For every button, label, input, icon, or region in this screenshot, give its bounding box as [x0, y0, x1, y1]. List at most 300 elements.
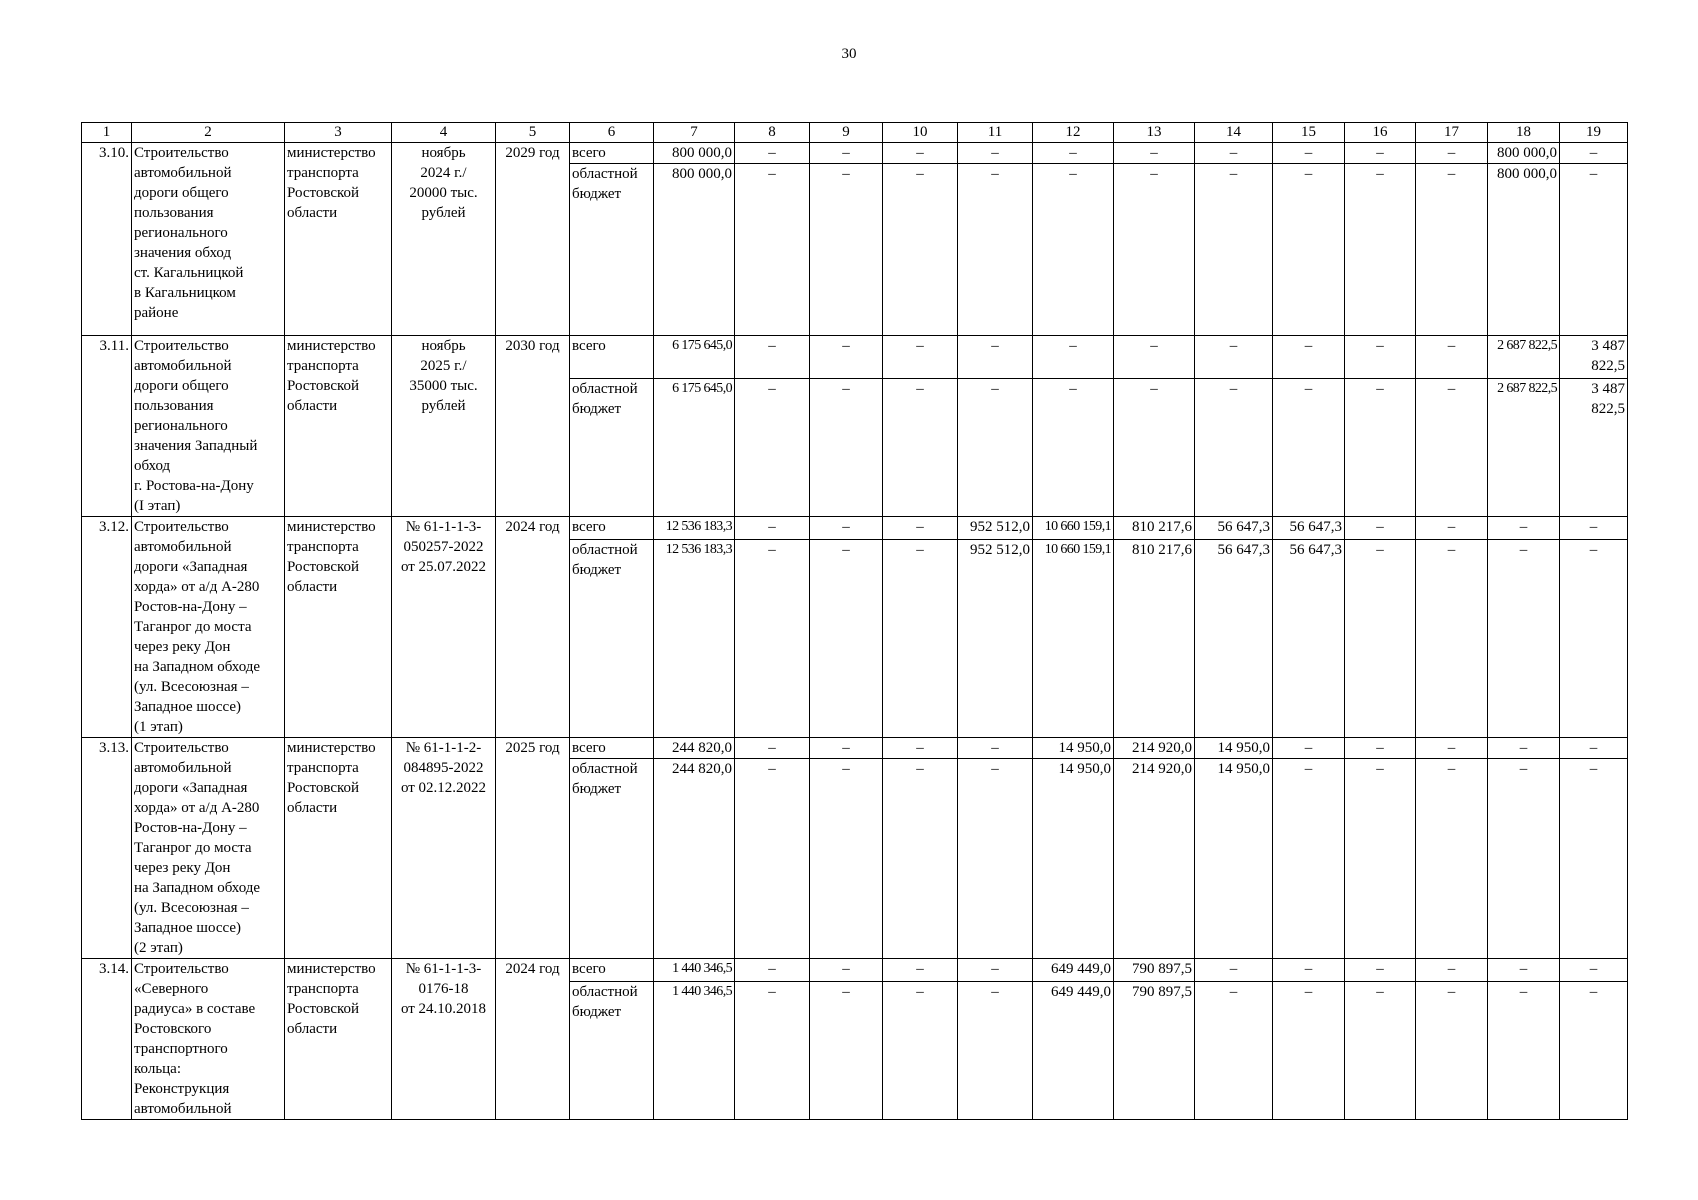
value-cell-text: – — [1304, 983, 1313, 1000]
row-id — [82, 959, 132, 1120]
value-cell-text: – — [1519, 541, 1528, 558]
value-cell-text: – — [768, 145, 776, 161]
value-cell-text: – — [1447, 761, 1456, 777]
value-cell — [654, 981, 735, 1119]
value-cell — [735, 959, 810, 982]
document-text: ноябрь 2024 г./ 20000 тыс. рублей — [409, 145, 478, 221]
value-cell — [883, 517, 958, 540]
value-cell — [1273, 143, 1345, 164]
value-cell — [1488, 517, 1560, 540]
value-cell — [1033, 981, 1114, 1119]
value-cell — [654, 336, 735, 379]
value-cell-text: – — [1447, 740, 1456, 756]
funding-budget-label — [570, 164, 654, 336]
value-cell — [1416, 959, 1488, 982]
funding-budget-label — [570, 379, 654, 517]
value-cell — [1488, 759, 1560, 959]
value-cell-text: – — [768, 740, 776, 756]
value-cell — [735, 336, 810, 379]
value-cell-text: – — [1447, 983, 1456, 1000]
funding-total-label-text: всего — [572, 145, 606, 161]
value-cell-text: 56 647,3 — [1217, 541, 1270, 558]
table-row-total — [82, 738, 1628, 759]
value-cell — [1345, 517, 1416, 540]
funding-budget-label-text: областной бюджет — [572, 761, 638, 797]
value-cell — [1033, 759, 1114, 959]
value-cell — [1560, 164, 1628, 336]
header-cell: 9 — [810, 123, 883, 143]
value-cell-text: – — [1376, 381, 1384, 398]
value-cell-text: 1 440 346,5 — [672, 983, 732, 999]
header-cell: 8 — [735, 123, 810, 143]
value-cell-text: – — [1447, 145, 1456, 161]
value-cell — [1195, 738, 1273, 759]
header-cell: 2 — [132, 123, 285, 143]
value-cell — [1560, 981, 1628, 1119]
value-cell-text: 10 660 159,1 — [1044, 541, 1111, 557]
executor-text: министерство транспорта Ростовской области — [287, 519, 376, 595]
value-cell — [883, 164, 958, 336]
row-id-text: 3.11. — [99, 338, 129, 354]
header-row — [82, 123, 1628, 143]
value-cell — [1195, 336, 1273, 379]
value-cell — [958, 517, 1033, 540]
project-name — [132, 738, 285, 959]
header-cell: 5 — [496, 123, 570, 143]
header-cell: 11 — [958, 123, 1033, 143]
value-cell — [1488, 738, 1560, 759]
executor — [285, 336, 392, 517]
funding-total-label — [570, 738, 654, 759]
value-cell-text: 790 897,5 — [1132, 983, 1192, 1000]
value-cell-text: – — [1519, 961, 1528, 977]
value-cell-text: – — [916, 761, 924, 777]
value-cell-text: – — [1376, 166, 1384, 182]
value-cell-text: 952 512,0 — [970, 541, 1030, 558]
value-cell — [735, 143, 810, 164]
value-cell-text: – — [916, 338, 924, 354]
value-cell — [1345, 539, 1416, 737]
funding-budget-label — [570, 539, 654, 737]
value-cell — [1416, 981, 1488, 1119]
executor-text: министерство транспорта Ростовской области — [287, 145, 376, 221]
value-cell-text: – — [842, 761, 850, 777]
value-cell — [1195, 981, 1273, 1119]
executor-text: министерство транспорта Ростовской области — [287, 740, 376, 816]
value-cell — [810, 959, 883, 982]
year — [496, 959, 570, 1120]
funding-total-label-text: всего — [572, 961, 606, 977]
value-cell-text: – — [1229, 166, 1238, 182]
value-cell-text: – — [1589, 961, 1598, 977]
value-cell-text: 810 217,6 — [1132, 541, 1192, 558]
value-cell-text: 10 660 159,1 — [1044, 519, 1111, 534]
value-cell — [1345, 143, 1416, 164]
value-cell — [654, 959, 735, 982]
value-cell — [1488, 379, 1560, 517]
value-cell-text: 800 000,0 — [1497, 166, 1557, 182]
header-cell: 12 — [1033, 123, 1114, 143]
value-cell — [810, 539, 883, 737]
executor — [285, 143, 392, 336]
row-id-text: 3.12. — [99, 519, 129, 535]
value-cell — [1345, 959, 1416, 982]
value-cell-text: – — [1376, 983, 1384, 1000]
funding-budget-label-text: областной бюджет — [572, 381, 638, 418]
value-cell — [1560, 336, 1628, 379]
value-cell — [1488, 336, 1560, 379]
value-cell — [1345, 336, 1416, 379]
value-cell — [1273, 379, 1345, 517]
value-cell — [958, 959, 1033, 982]
document-text: № 61-1-1-3- 0176-18 от 24.10.2018 — [400, 961, 487, 1017]
value-cell-text: 2 687 822,5 — [1497, 338, 1557, 353]
value-cell — [810, 336, 883, 379]
value-cell-text: – — [1229, 145, 1238, 161]
value-cell-text: – — [1589, 541, 1598, 558]
value-cell-text: – — [1229, 338, 1238, 354]
document-text: ноябрь 2025 г./ 35000 тыс. рублей — [409, 338, 478, 414]
header-cell: 4 — [392, 123, 496, 143]
executor — [285, 738, 392, 959]
value-cell-text: – — [1447, 381, 1456, 398]
value-cell — [1416, 336, 1488, 379]
header-cell: 3 — [285, 123, 392, 143]
value-cell — [1560, 143, 1628, 164]
document — [392, 959, 496, 1120]
value-cell-text: 810 217,6 — [1132, 519, 1192, 535]
document-text: № 61-1-1-3- 050257-2022 от 25.07.2022 — [400, 519, 487, 575]
value-cell — [735, 164, 810, 336]
value-cell — [1488, 959, 1560, 982]
value-cell-text: – — [1069, 381, 1077, 398]
year-text: 2024 год — [505, 961, 560, 977]
funding-total-label — [570, 517, 654, 540]
value-cell — [1488, 164, 1560, 336]
value-cell-text: 952 512,0 — [970, 519, 1030, 535]
value-cell-text: – — [1304, 381, 1313, 398]
value-cell — [958, 336, 1033, 379]
value-cell-text: – — [1229, 983, 1238, 1000]
value-cell-text: – — [1447, 519, 1456, 535]
value-cell-text: – — [1069, 166, 1077, 182]
project-name — [132, 336, 285, 517]
value-cell — [883, 379, 958, 517]
funding-total-label-text: всего — [572, 338, 606, 354]
project-name — [132, 143, 285, 336]
value-cell-text: – — [1589, 519, 1598, 535]
value-cell-text: – — [768, 541, 776, 558]
value-cell-text: – — [991, 166, 999, 182]
project-name-text: Строительство автомобильной дороги «Западная хорда» от а/д А-280 Ростов-на-Дону – Таганрог до моста через реку Дон на Западном обходе (ул. Всесоюзная – Западное шоссе) (2 этап) — [134, 740, 261, 956]
value-cell — [883, 539, 958, 737]
value-cell-text: – — [1519, 761, 1528, 777]
value-cell-text: – — [842, 166, 850, 182]
value-cell — [654, 164, 735, 336]
row-id-text: 3.14. — [99, 961, 129, 977]
value-cell-text: – — [916, 166, 924, 182]
value-cell — [1114, 336, 1195, 379]
header-cell: 14 — [1195, 123, 1273, 143]
funding-total-label — [570, 143, 654, 164]
value-cell — [1273, 164, 1345, 336]
value-cell-text: 6 175 645,0 — [672, 338, 732, 353]
value-cell-text: – — [916, 541, 924, 558]
value-cell — [654, 539, 735, 737]
value-cell-text: – — [991, 961, 999, 977]
value-cell-text: – — [1376, 338, 1384, 354]
value-cell-text: – — [991, 740, 999, 756]
value-cell-text: – — [1447, 541, 1456, 558]
value-cell — [1273, 738, 1345, 759]
value-cell-text: 2 687 822,5 — [1497, 381, 1557, 397]
document-text: № 61-1-1-2- 084895-2022 от 02.12.2022 — [400, 740, 487, 796]
value-cell-text: – — [768, 961, 776, 977]
value-cell-text: – — [916, 961, 924, 977]
value-cell — [654, 759, 735, 959]
value-cell — [1416, 738, 1488, 759]
project-name — [132, 517, 285, 738]
value-cell — [1114, 143, 1195, 164]
value-cell — [883, 336, 958, 379]
value-cell-text: – — [1447, 166, 1456, 182]
value-cell — [1345, 164, 1416, 336]
value-cell-text: – — [842, 519, 850, 535]
value-cell — [883, 981, 958, 1119]
value-cell — [1560, 379, 1628, 517]
value-cell — [1345, 981, 1416, 1119]
value-cell — [1273, 517, 1345, 540]
value-cell — [1416, 164, 1488, 336]
document — [392, 336, 496, 517]
value-cell-text: – — [1589, 740, 1598, 756]
value-cell-text: 649 449,0 — [1051, 961, 1111, 977]
value-cell-text: – — [768, 338, 776, 354]
value-cell — [883, 738, 958, 759]
executor — [285, 959, 392, 1120]
value-cell-text: 244 820,0 — [672, 761, 732, 777]
value-cell-text: – — [1304, 166, 1313, 182]
value-cell — [958, 539, 1033, 737]
funding-budget-label-text: областной бюджет — [572, 166, 638, 202]
value-cell — [1345, 759, 1416, 959]
value-cell-text: 3 487 822,5 — [1591, 381, 1625, 418]
value-cell-text: – — [842, 541, 850, 558]
row-id — [82, 143, 132, 336]
value-cell-text: 56 647,3 — [1289, 541, 1342, 558]
header-cell: 17 — [1416, 123, 1488, 143]
value-cell-text: – — [991, 983, 999, 1000]
value-cell — [810, 164, 883, 336]
year-text: 2029 год — [505, 145, 560, 161]
value-cell-text: – — [1304, 740, 1313, 756]
value-cell — [1033, 738, 1114, 759]
header-cell: 6 — [570, 123, 654, 143]
value-cell — [1033, 336, 1114, 379]
row-id — [82, 738, 132, 959]
value-cell-text: – — [1519, 519, 1528, 535]
value-cell — [1488, 143, 1560, 164]
value-cell-text: – — [916, 983, 924, 1000]
value-cell — [654, 517, 735, 540]
value-cell-text: – — [1376, 961, 1384, 977]
value-cell-text: – — [1069, 338, 1077, 354]
year — [496, 738, 570, 959]
value-cell-text: 214 920,0 — [1132, 740, 1192, 756]
page-number: 30 — [841, 46, 857, 62]
value-cell — [810, 143, 883, 164]
value-cell — [1195, 143, 1273, 164]
value-cell-text: 3 487 822,5 — [1591, 338, 1625, 374]
header-cell: 15 — [1273, 123, 1345, 143]
document — [392, 517, 496, 738]
value-cell — [1416, 539, 1488, 737]
document — [392, 143, 496, 336]
value-cell — [1560, 738, 1628, 759]
value-cell — [958, 738, 1033, 759]
value-cell — [1195, 759, 1273, 959]
table-row-total — [82, 336, 1628, 379]
value-cell-text: – — [991, 145, 999, 161]
value-cell — [1195, 379, 1273, 517]
value-cell-text: – — [768, 381, 776, 398]
funding-total-label-text: всего — [572, 740, 606, 756]
value-cell-text: – — [1229, 961, 1238, 977]
value-cell — [735, 759, 810, 959]
value-cell-text: – — [1376, 541, 1384, 558]
value-cell — [958, 164, 1033, 336]
document — [392, 738, 496, 959]
value-cell — [1345, 379, 1416, 517]
value-cell-text: 14 950,0 — [1058, 761, 1111, 777]
value-cell — [654, 738, 735, 759]
value-cell-text: 800 000,0 — [672, 145, 732, 161]
value-cell-text: – — [1304, 145, 1313, 161]
value-cell — [1114, 379, 1195, 517]
value-cell — [1033, 164, 1114, 336]
project-name-text: Строительство автомобильной дороги «Западная хорда» от а/д А-280 Ростов-на-Дону – Таганрог до моста через реку Дон на Западном обходе (ул. Всесоюзная – Западное шоссе) (1 этап) — [134, 519, 261, 735]
value-cell-text: – — [768, 519, 776, 535]
value-cell-text: – — [1447, 961, 1456, 977]
header-cell: 18 — [1488, 123, 1560, 143]
value-cell — [1416, 143, 1488, 164]
value-cell-text: 56 647,3 — [1217, 519, 1270, 535]
value-cell — [735, 379, 810, 517]
value-cell — [1560, 539, 1628, 737]
executor — [285, 517, 392, 738]
year-text: 2030 год — [505, 338, 560, 354]
value-cell-text: – — [1069, 145, 1077, 161]
value-cell — [810, 517, 883, 540]
value-cell-text: 214 920,0 — [1132, 761, 1192, 777]
funding-total-label — [570, 336, 654, 379]
value-cell-text: 12 536 183,3 — [665, 519, 732, 534]
year-text: 2024 год — [505, 519, 560, 535]
value-cell-text: – — [1447, 338, 1456, 354]
funding-total-label-text: всего — [572, 519, 606, 535]
value-cell-text: – — [842, 381, 850, 398]
value-cell-text: – — [916, 145, 924, 161]
value-cell-text: – — [1304, 338, 1313, 354]
value-cell — [654, 379, 735, 517]
value-cell — [1273, 959, 1345, 982]
header-cell: 19 — [1560, 123, 1628, 143]
year — [496, 143, 570, 336]
value-cell — [1416, 517, 1488, 540]
value-cell — [1114, 959, 1195, 982]
value-cell — [1488, 539, 1560, 737]
value-cell — [810, 379, 883, 517]
value-cell-text: – — [1304, 761, 1313, 777]
value-cell-text: – — [1589, 761, 1598, 777]
table-body — [82, 143, 1628, 1120]
value-cell — [1273, 539, 1345, 737]
value-cell — [1273, 759, 1345, 959]
value-cell — [1114, 759, 1195, 959]
row-id — [82, 517, 132, 738]
value-cell — [1033, 539, 1114, 737]
value-cell — [883, 959, 958, 982]
value-cell-text: – — [991, 338, 999, 354]
value-cell — [735, 539, 810, 737]
project-name-text: Строительство автомобильной дороги общего пользования регионального значения обход ст. Кагальницкой в Кагальницком районе — [134, 145, 244, 321]
value-cell — [958, 379, 1033, 517]
value-cell-text: – — [1376, 145, 1384, 161]
value-cell-text: – — [1150, 166, 1158, 182]
value-cell-text: – — [768, 983, 776, 1000]
value-cell-text: – — [1519, 740, 1528, 756]
row-id — [82, 336, 132, 517]
header-cell: 7 — [654, 123, 735, 143]
executor-text: министерство транспорта Ростовской области — [287, 961, 376, 1037]
year — [496, 336, 570, 517]
value-cell-text: – — [1376, 519, 1384, 535]
value-cell-text: – — [1150, 338, 1158, 354]
value-cell — [1033, 379, 1114, 517]
funding-budget-label-text: областной бюджет — [572, 541, 638, 578]
value-cell — [810, 981, 883, 1119]
value-cell — [883, 143, 958, 164]
header-cell: 1 — [82, 123, 132, 143]
value-cell — [810, 759, 883, 959]
value-cell-text: 56 647,3 — [1289, 519, 1342, 535]
value-cell-text: 790 897,5 — [1132, 961, 1192, 977]
project-name-text: Строительство «Северного радиуса» в составе Ростовского транспортного кольца: Реконструкция автомобильной — [134, 961, 256, 1117]
table-row-total — [82, 517, 1628, 540]
value-cell — [735, 738, 810, 759]
value-cell-text: – — [842, 983, 850, 1000]
table-row-total — [82, 143, 1628, 164]
value-cell — [1273, 336, 1345, 379]
value-cell-text: – — [1229, 381, 1238, 398]
value-cell-text: – — [916, 519, 924, 535]
value-cell-text: – — [1304, 961, 1313, 977]
value-cell — [1195, 959, 1273, 982]
value-cell — [1488, 981, 1560, 1119]
value-cell — [958, 759, 1033, 959]
project-name — [132, 959, 285, 1120]
value-cell-text: – — [991, 381, 999, 398]
table-row-total — [82, 959, 1628, 982]
value-cell — [1560, 759, 1628, 959]
value-cell — [1416, 379, 1488, 517]
value-cell — [1033, 959, 1114, 982]
header-cell: 16 — [1345, 123, 1416, 143]
value-cell-text: – — [916, 381, 924, 398]
value-cell-text: – — [1376, 740, 1384, 756]
value-cell — [1195, 517, 1273, 540]
value-cell-text: – — [1589, 983, 1598, 1000]
